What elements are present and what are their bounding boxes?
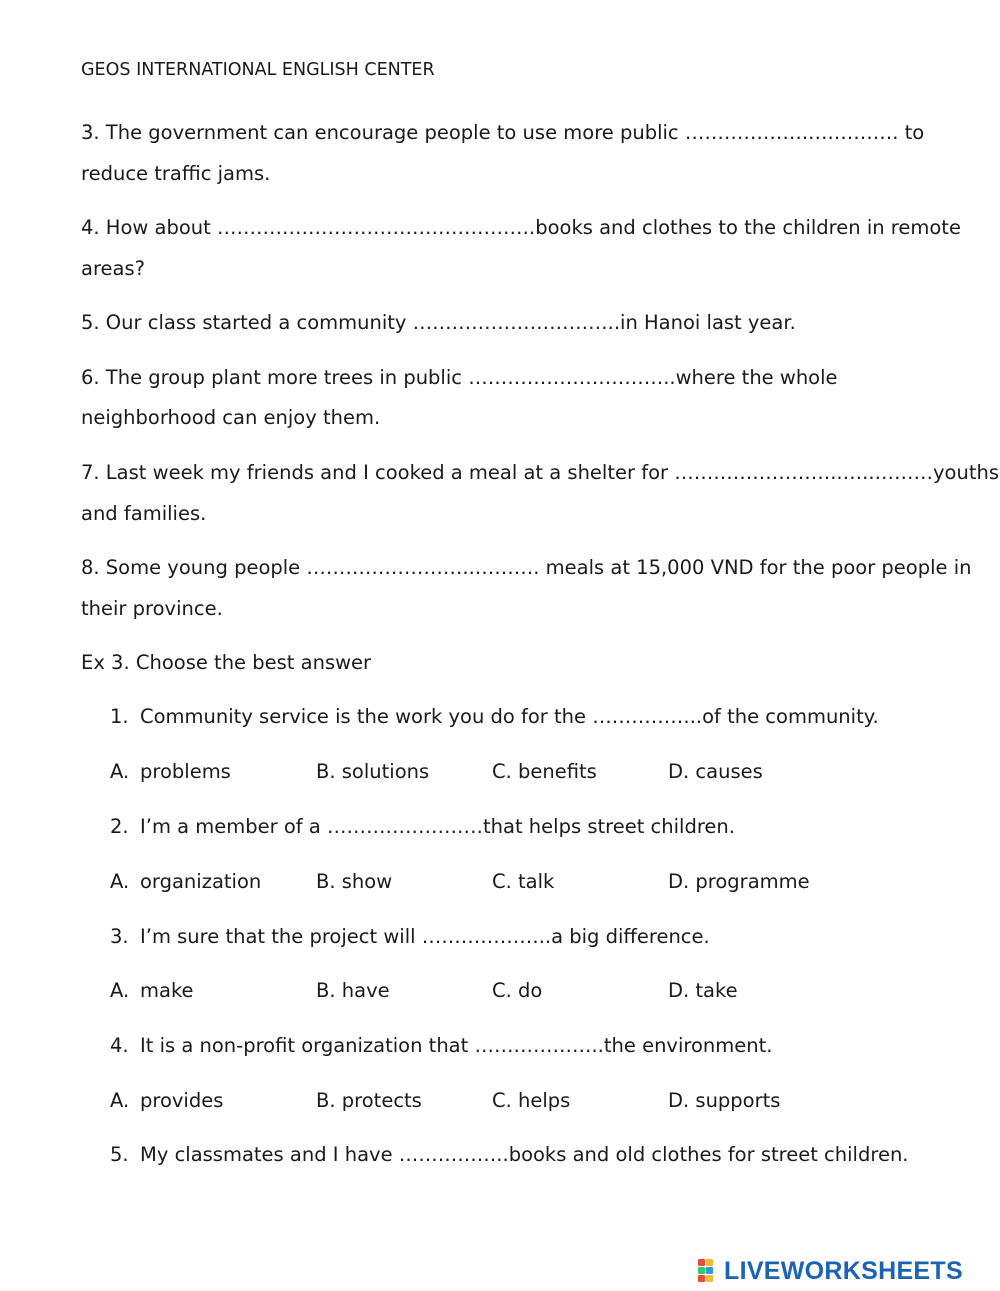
option-text: make [140,979,194,1002]
option-letter: A. [110,979,130,1002]
question-5 [110,1145,909,1165]
option-d[interactable]: D. causes [668,760,763,783]
option-a[interactable] [110,1091,223,1111]
ex2-item-5-line1: 5. Our class started a community …………………………..in Hanoi last year. [81,311,796,334]
question-number: 5. [110,1143,129,1166]
question-text: It is a non-profit organization that ………………..the environment. [140,1034,773,1057]
option-b[interactable]: B. have [316,979,390,1002]
question-3 [110,927,710,947]
option-letter: A. [110,870,130,893]
logo-grid-icon [698,1259,722,1283]
option-d[interactable]: D. take [668,979,738,1002]
exercise-3-title: Ex 3. Choose the best answer [81,651,372,674]
question-2-options [110,872,910,894]
question-2 [110,817,735,837]
ex2-item-8-line2: their province. [81,597,223,620]
option-c[interactable]: C. benefits [492,760,597,783]
ex2-item-4-line2: areas? [81,257,145,280]
question-3-options [110,981,910,1003]
ex2-item-6-line1: 6. The group plant more trees in public …………………………..where the whole [81,366,838,389]
ex2-item-6-line2: neighborhood can enjoy them. [81,406,381,429]
option-text: organization [140,870,262,893]
option-b[interactable]: B. protects [316,1089,422,1112]
option-b[interactable]: B. show [316,870,393,893]
question-number: 2. [110,815,129,838]
option-text: provides [140,1089,224,1112]
option-b[interactable]: B. solutions [316,760,430,783]
option-a[interactable] [110,762,231,782]
ex2-item-4-line1: 4. How about ………………………………………….books and clothes to the children in remote [81,216,961,239]
question-1 [110,707,879,727]
ex2-item-8-line1: 8. Some young people ……………………..………. meals at 15,000 VND for the poor people in [81,556,972,579]
question-text: Community service is the work you do for the ……………..of the community. [140,705,879,728]
liveworksheets-logo[interactable] [698,1258,963,1284]
option-a[interactable] [110,981,194,1001]
page-header: GEOS INTERNATIONAL ENGLISH CENTER [81,60,435,80]
option-text: problems [140,760,231,783]
question-text: I’m sure that the project will ………………..a big difference. [140,925,710,948]
option-letter: A. [110,1089,130,1112]
option-c[interactable]: C. do [492,979,543,1002]
ex2-item-3-line2: reduce traffic jams. [81,162,271,185]
question-number: 3. [110,925,129,948]
option-d[interactable]: D. supports [668,1089,781,1112]
ex2-item-3-line1: 3. The government can encourage people to use more public ……………….….………. to [81,121,925,144]
option-c[interactable]: C. helps [492,1089,571,1112]
question-number: 1. [110,705,129,728]
question-4 [110,1036,772,1056]
question-number: 4. [110,1034,129,1057]
logo-text: LIVEWORKSHEETS [724,1256,963,1285]
option-d[interactable]: D. programme [668,870,810,893]
option-a[interactable] [110,872,261,892]
question-1-options [110,762,910,784]
question-text: My classmates and I have ……………..books and old clothes for street children. [140,1143,909,1166]
option-letter: A. [110,760,130,783]
ex2-item-7-line1: 7. Last week my friends and I cooked a meal at a shelter for ……………………..…..………youths [81,461,1000,484]
question-4-options [110,1091,910,1113]
option-c[interactable]: C. talk [492,870,555,893]
ex2-item-7-line2: and families. [81,502,207,525]
question-text: I’m a member of a ……………………that helps street children. [140,815,735,838]
